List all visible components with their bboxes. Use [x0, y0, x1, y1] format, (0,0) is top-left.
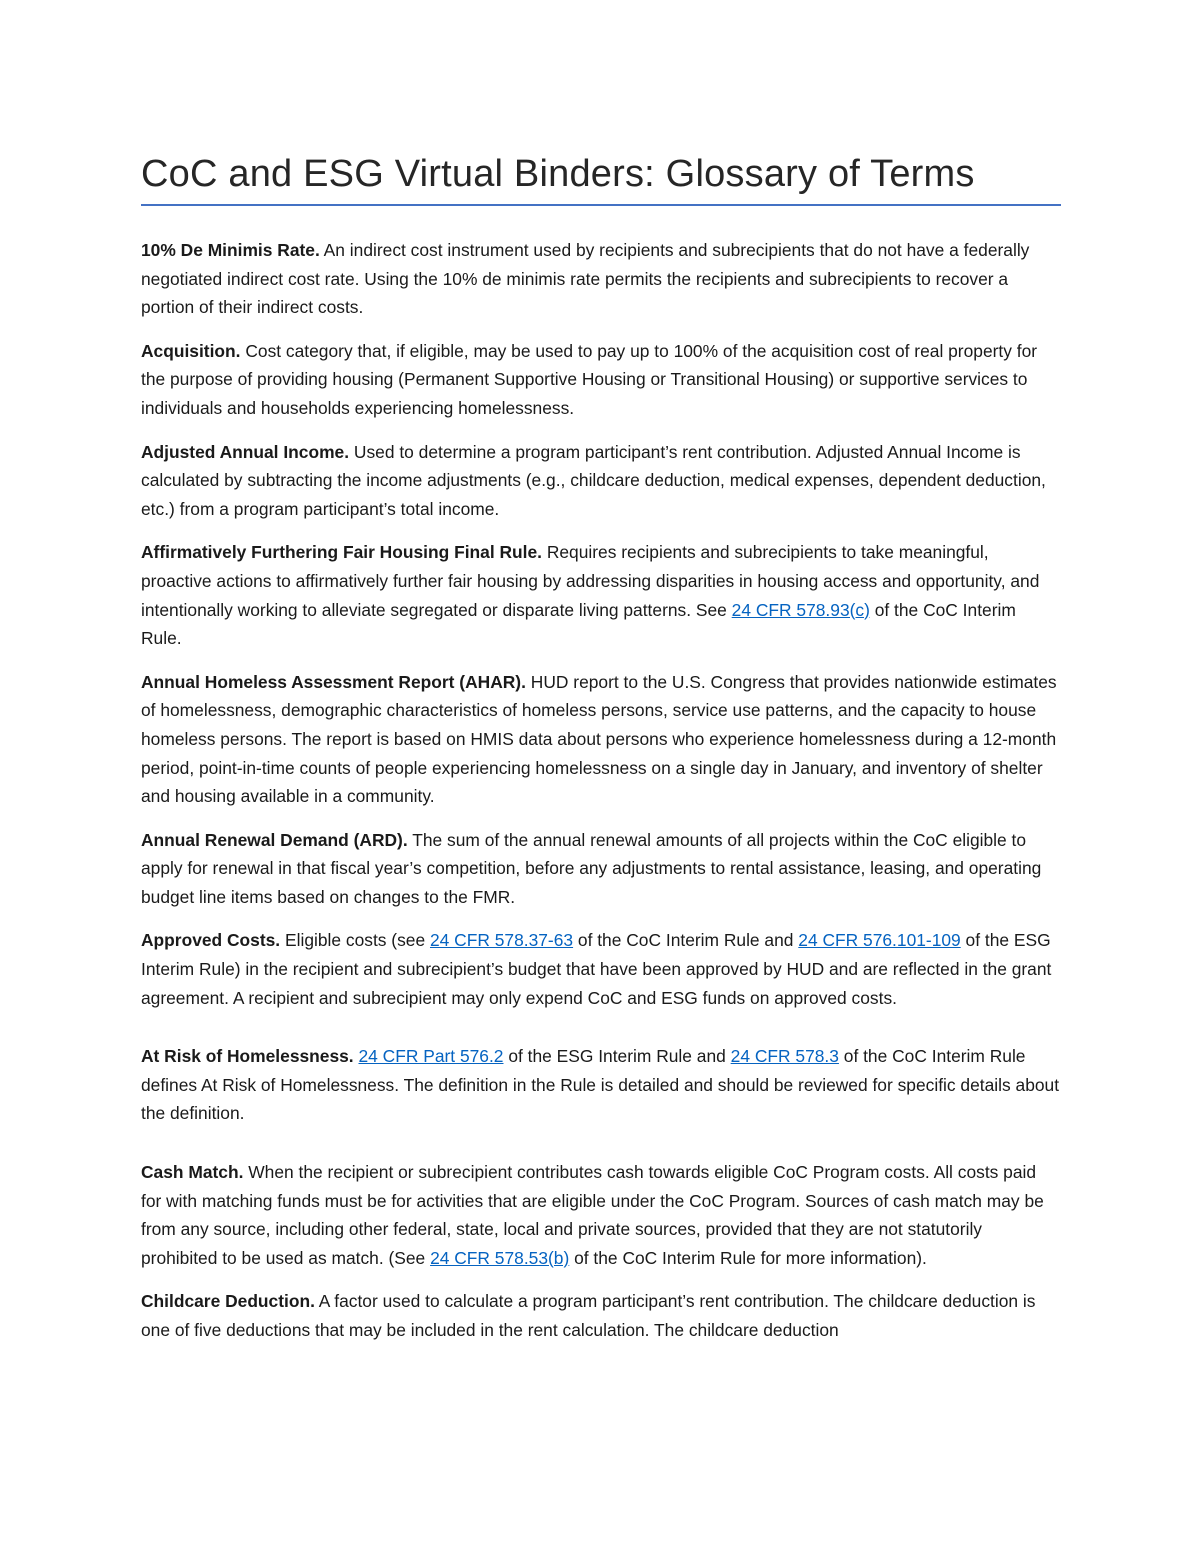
- glossary-term: Adjusted Annual Income.: [141, 441, 350, 462]
- glossary-definition-cont: of the ESG Interim Rule and: [503, 1046, 731, 1067]
- cfr-link[interactable]: 24 CFR 576.101-109: [798, 930, 961, 951]
- glossary-term: Annual Homeless Assessment Report (AHAR).: [141, 671, 526, 692]
- glossary-definition-cont: of the CoC Interim Rule and: [573, 930, 799, 951]
- cfr-link[interactable]: 24 CFR 578.53(b): [430, 1247, 570, 1268]
- glossary-definition-cont: of the CoC Interim Rule.: [141, 599, 1016, 649]
- glossary-definition: Used to determine a program participant’s rent contribution. Adjusted Annual Income is calculated by subtracting the income adjustments (e.g., childcare deduction, medical expenses, dependent deduction, etc.) from a program participant’s total income.: [141, 441, 1046, 519]
- glossary-term: Approved Costs.: [141, 930, 281, 951]
- glossary-definition: Requires recipients and subrecipients to take meaningful, proactive actions to affirmatively further fair housing by addressing disparities in housing access and opportunity, and intentionally working to alleviate segregated or disparate living patterns. See: [141, 542, 1040, 620]
- glossary-definition-cont: of the CoC Interim Rule for more information).: [569, 1247, 927, 1268]
- glossary-entry-affh: [141, 538, 1061, 652]
- glossary-list: [141, 236, 1061, 1345]
- glossary-definition: Eligible costs (see: [280, 930, 430, 951]
- cfr-link[interactable]: 24 CFR 578.37-63: [429, 930, 574, 951]
- glossary-term: Annual Renewal Demand (ARD).: [141, 829, 408, 850]
- glossary-definition: Cost category that, if eligible, may be used to pay up to 100% of the acquisition cost of real property for the purpose of providing housing (Permanent Supportive Housing or Transitional Housing) or supportive services to individuals and households experiencing homelessness.: [141, 340, 1038, 418]
- glossary-definition: A factor used to calculate a program participant’s rent contribution. The childcare deduction is one of five deductions that may be included in the rent calculation. The childcare deduction: [141, 1291, 1036, 1340]
- glossary-entry-cash-match: [141, 1158, 1061, 1272]
- glossary-definition: An indirect cost instrument used by recipients and subrecipients that do not have a federally negotiated indirect cost rate. Using the 10% de minimis rate permits the recipients and subrecipients to recover a portion of their indirect costs.: [141, 240, 1030, 318]
- glossary-definition: When the recipient or subrecipient contributes cash towards eligible CoC Program costs. All costs paid for with matching funds must be for activities that are eligible under the CoC Program. Sources of cash match may be from any source, including other federal, state, local and private sources, provided that they are not statutorily prohibited to be used as match. (See: [141, 1162, 1044, 1268]
- glossary-entry-at-risk: [141, 1042, 1061, 1128]
- glossary-entry-childcare-deduction: [141, 1287, 1061, 1344]
- cfr-link[interactable]: 24 CFR 578.93(c): [731, 599, 870, 620]
- glossary-definition: HUD report to the U.S. Congress that provides nationwide estimates of homelessness, demographic characteristics of homeless persons, service use patterns, and the capacity to house homeless persons. The report is based on HMIS data about persons who experience homelessness during a 12-month period, point-in-time counts of people experiencing homelessness on a single day in January, and inventory of shelter and housing available in a community.: [141, 671, 1057, 807]
- glossary-entry-approved-costs: [141, 926, 1061, 1012]
- cfr-link[interactable]: 24 CFR Part 576.2: [358, 1046, 504, 1067]
- title-underline: [141, 204, 1061, 206]
- document-title: CoC and ESG Virtual Binders: Glossary of Terms: [141, 153, 975, 195]
- glossary-entry-de-minimis: [141, 236, 1061, 322]
- glossary-term: At Risk of Homelessness.: [141, 1046, 354, 1067]
- glossary-entry-ard: [141, 826, 1061, 912]
- glossary-term: Cash Match.: [141, 1162, 244, 1183]
- glossary-entry-acquisition: [141, 337, 1061, 423]
- glossary-entry-adjusted-annual-income: [141, 438, 1061, 524]
- glossary-term: Acquisition.: [141, 340, 241, 361]
- document-page: [141, 148, 1061, 1360]
- glossary-entry-ahar: [141, 668, 1061, 811]
- glossary-term: Childcare Deduction.: [141, 1291, 315, 1312]
- glossary-definition-cont: of the CoC Interim Rule defines At Risk of Homelessness. The definition in the Rule is detailed and should be reviewed for specific details about the definition.: [141, 1046, 1060, 1124]
- cfr-link[interactable]: 24 CFR 578.3: [730, 1046, 839, 1067]
- glossary-term: Affirmatively Furthering Fair Housing Final Rule.: [141, 542, 542, 563]
- glossary-definition: The sum of the annual renewal amounts of all projects within the CoC eligible to apply for renewal in that fiscal year’s competition, before any adjustments to rental assistance, leasing, and operating budget line items based on changes to the FMR.: [141, 829, 1042, 907]
- glossary-definition-cont: of the ESG Interim Rule) in the recipient and subrecipient’s budget that have been approved by HUD and are reflected in the grant agreement. A recipient and subrecipient may only expend CoC and ESG funds on approved costs.: [141, 930, 1052, 1008]
- glossary-term: 10% De Minimis Rate.: [141, 240, 320, 260]
